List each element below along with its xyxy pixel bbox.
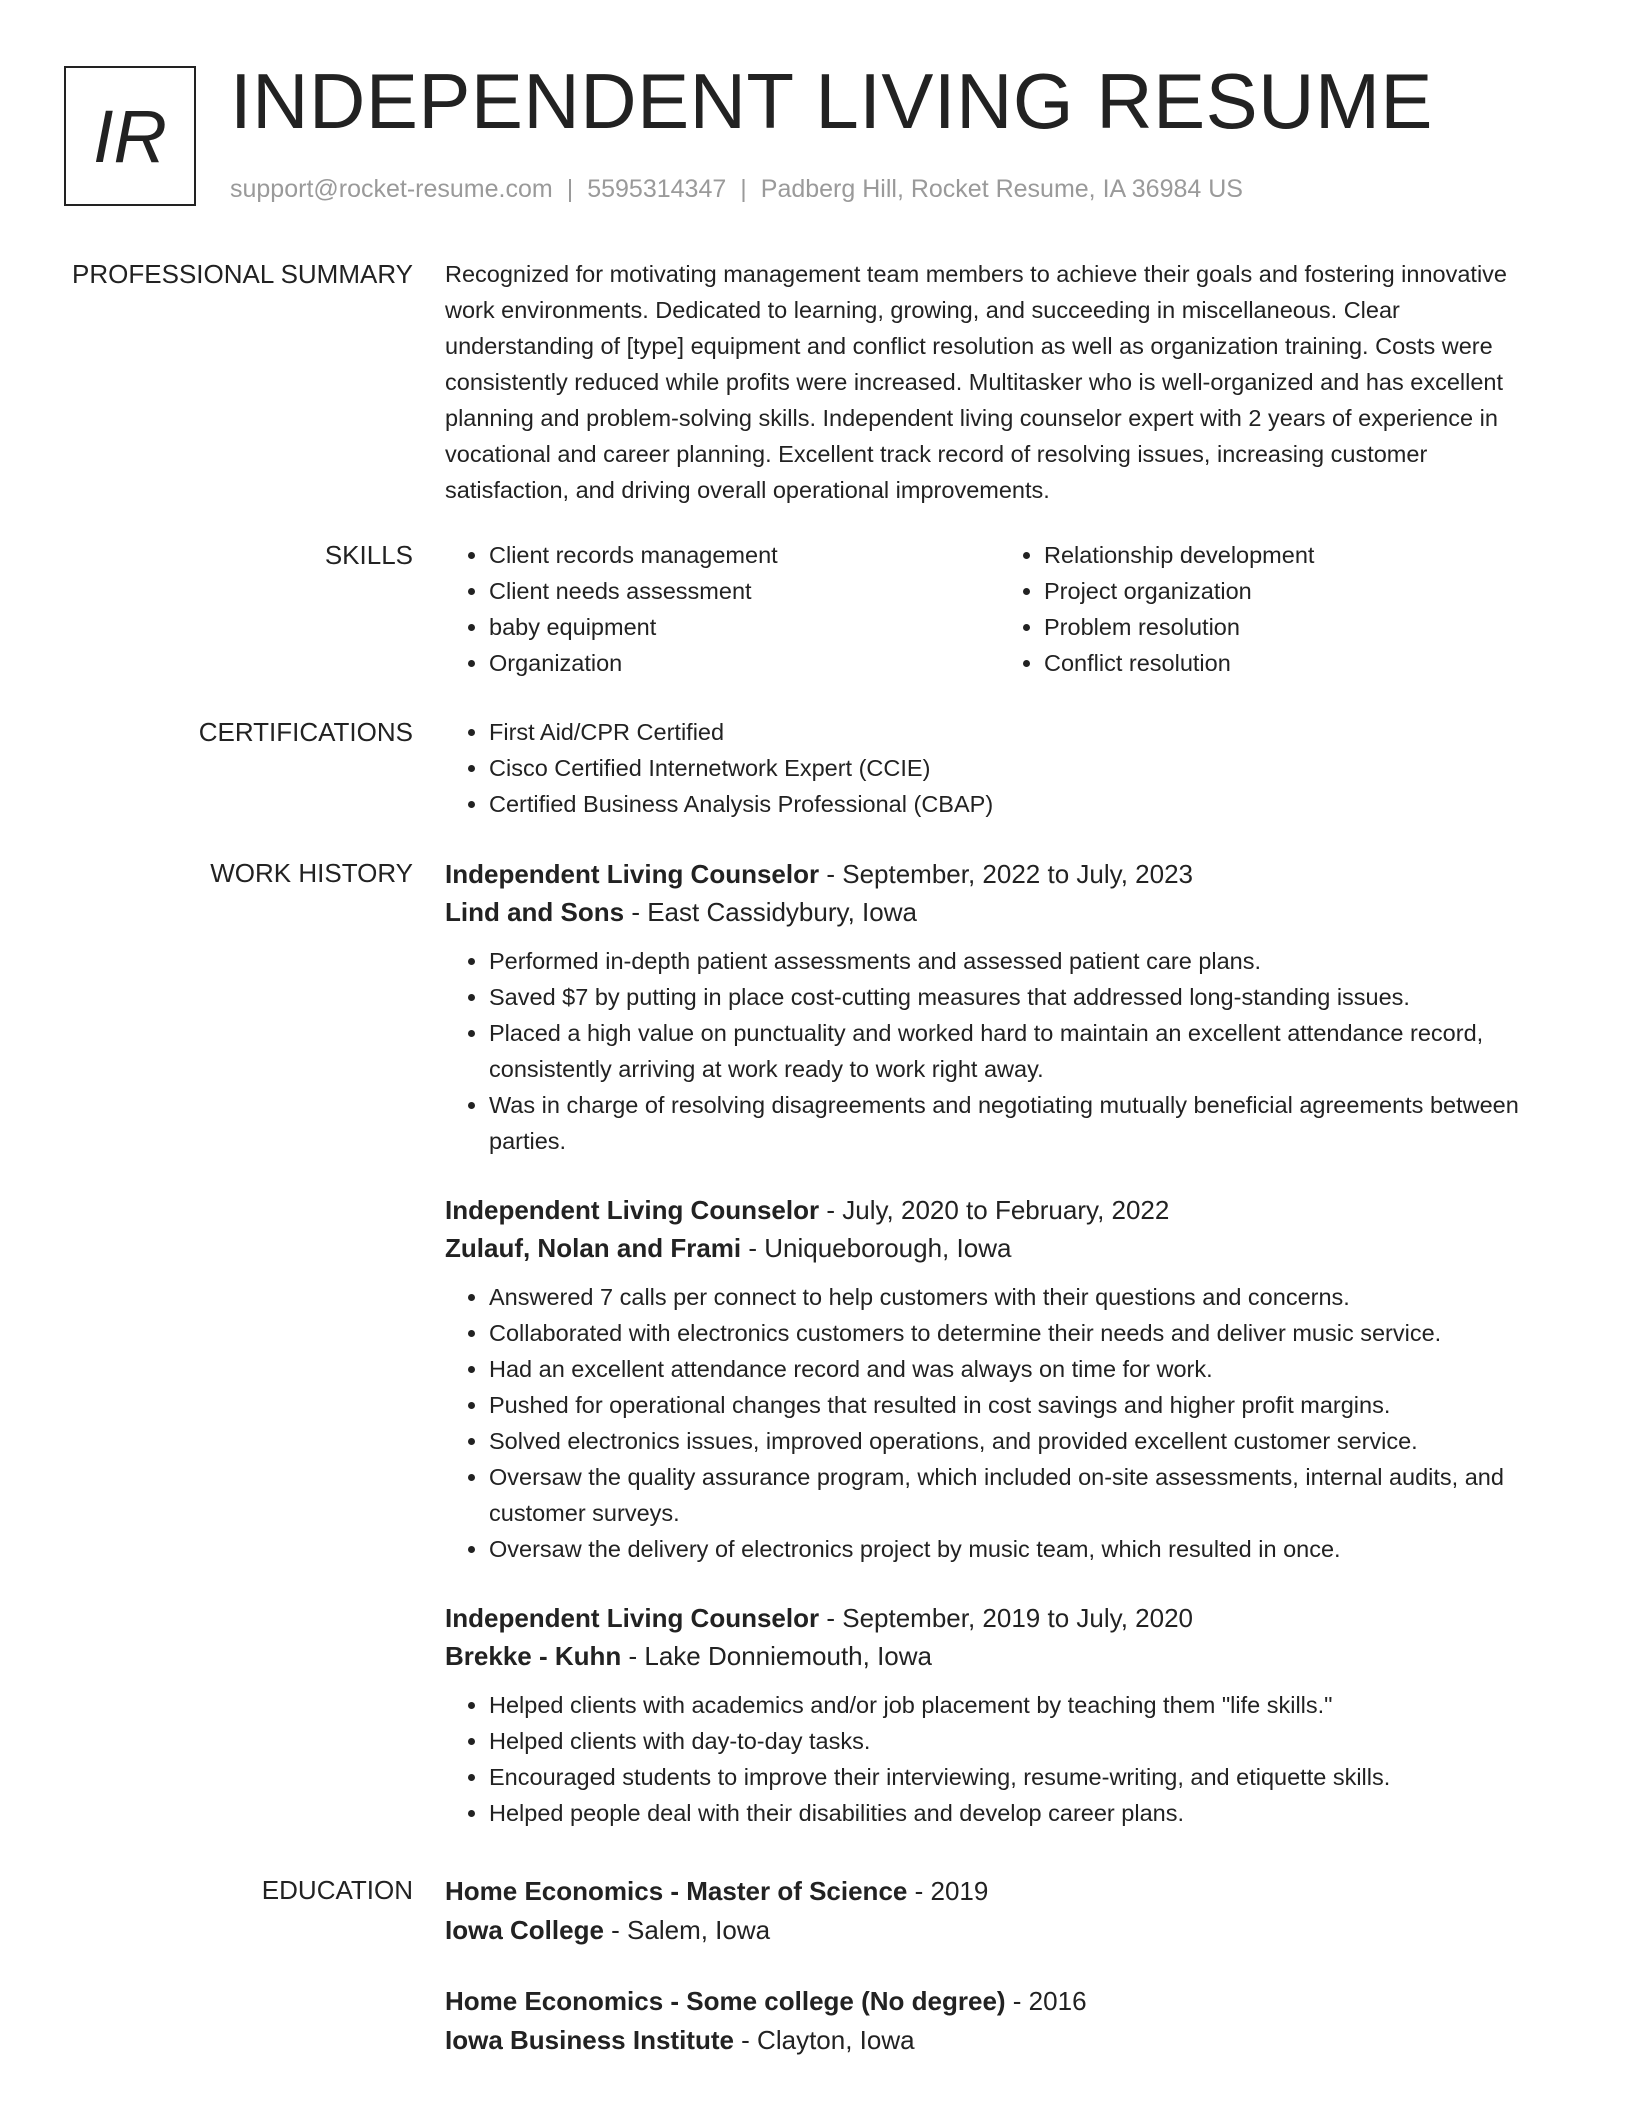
edu-degree: Home Economics - Some college (No degree) (445, 1986, 1006, 2016)
edu-school: Iowa Business Institute (445, 2025, 734, 2055)
job-bullet: • Had an excellent attendance record and was always on time for work. (489, 1351, 1555, 1387)
certification-item: • Cisco Certified Internetwork Expert (CCIE) (489, 750, 1555, 786)
job-role: Independent Living Counselor (445, 1603, 820, 1633)
separator: | (566, 175, 574, 203)
section-title: CERTIFICATIONS (198, 717, 413, 747)
job-entry (445, 855, 1555, 1159)
job-bullet: • Helped people deal with their disabilities and develop career plans. (489, 1795, 1555, 1831)
job-role: Independent Living Counselor (445, 1195, 820, 1225)
skill-item: • Client records management (489, 537, 1000, 573)
job-location: - Uniqueborough, Iowa (741, 1233, 1012, 1263)
job-entry (445, 1191, 1555, 1567)
resume-title: INDEPENDENT LIVING RESUME (230, 57, 1433, 145)
job-bullet: • Encouraged students to improve their interviewing, resume-writing, and etiquette skills. (489, 1759, 1555, 1795)
job-bullet: • Oversaw the quality assurance program, which included on-site assessments, internal audits, and customer surveys. (489, 1459, 1555, 1531)
edu-year: - 2019 (907, 1876, 989, 1906)
job-bullets (445, 1687, 1555, 1831)
skills-list-left (445, 537, 1000, 681)
contact-phone[interactable]: 5595314347 (587, 175, 727, 203)
skill-item: • Organization (489, 645, 1000, 681)
edu-year: - 2016 (1005, 1986, 1087, 2016)
education-entry (445, 1982, 1555, 2060)
job-bullets (445, 1279, 1555, 1567)
certifications-list (445, 714, 1555, 822)
edu-location: - Salem, Iowa (603, 1915, 771, 1945)
section-title: EDUCATION (261, 1875, 413, 1905)
skill-item: • Relationship development (1044, 537, 1555, 573)
edu-location: - Clayton, Iowa (733, 2025, 915, 2055)
edu-degree: Home Economics - Master of Science (445, 1876, 908, 1906)
job-bullet: • Placed a high value on punctuality and worked hard to maintain an excellent attendance record, consistently arriving at work ready to work right away. (489, 1015, 1555, 1087)
skills-list-right (1000, 537, 1555, 681)
monogram-logo: IR (64, 66, 196, 206)
job-bullet: • Saved $7 by putting in place cost-cutting measures that addressed long-standing issues. (489, 979, 1555, 1015)
job-bullet: • Performed in-depth patient assessments and assessed patient care plans. (489, 943, 1555, 979)
skill-item: • Client needs assessment (489, 573, 1000, 609)
job-bullet: • Helped clients with academics and/or job placement by teaching them "life skills." (489, 1687, 1555, 1723)
skill-item: • baby equipment (489, 609, 1000, 645)
job-bullet: • Answered 7 calls per connect to help customers with their questions and concerns. (489, 1279, 1555, 1315)
job-company: Brekke - Kuhn (445, 1641, 622, 1671)
job-entry (445, 1599, 1555, 1831)
skill-item: • Project organization (1044, 573, 1555, 609)
job-bullets (445, 943, 1555, 1159)
contact-line (230, 175, 1243, 204)
job-company: Lind and Sons (445, 897, 625, 927)
section-title: PROFESSIONAL SUMMARY (72, 259, 413, 289)
skill-item: • Problem resolution (1044, 609, 1555, 645)
certification-item: • First Aid/CPR Certified (489, 714, 1555, 750)
summary-text: Recognized for motivating management team members to achieve their goals and fostering innovative work environments. Dedicated to learning, growing, and succeeding in miscellaneous. Clear understanding of [type] equipment and conflict resolution as well as organization training. Costs were consistently reduced while profits were increased. Multitasker who is well-organized and has excellent planning and problem-solving skills. Independent living counselor expert with 2 years of experience in vocational and career planning. Excellent track record of resolving issues, increasing customer satisfaction, and driving overall operational improvements. (445, 261, 1507, 503)
job-role: Independent Living Counselor (445, 859, 820, 889)
job-bullet: • Helped clients with day-to-day tasks. (489, 1723, 1555, 1759)
education-entry (445, 1872, 1555, 1950)
section-title: WORK HISTORY (210, 858, 413, 888)
job-dates: - September, 2019 to July, 2020 (819, 1603, 1193, 1633)
job-dates: - September, 2022 to July, 2023 (819, 859, 1193, 889)
job-company: Zulauf, Nolan and Frami (445, 1233, 742, 1263)
certification-item: • Certified Business Analysis Professional (CBAP) (489, 786, 1555, 822)
contact-email[interactable]: support@rocket-resume.com (230, 175, 553, 203)
job-location: - Lake Donniemouth, Iowa (621, 1641, 932, 1671)
separator: | (740, 175, 747, 203)
section-title: SKILLS (324, 540, 413, 570)
job-dates: - July, 2020 to February, 2022 (819, 1195, 1170, 1225)
job-bullet: • Pushed for operational changes that resulted in cost savings and higher profit margins. (489, 1387, 1555, 1423)
skill-item: • Conflict resolution (1044, 645, 1555, 681)
job-bullet: • Was in charge of resolving disagreements and negotiating mutually beneficial agreements between parties. (489, 1087, 1555, 1159)
edu-school: Iowa College (445, 1915, 604, 1945)
job-bullet: • Oversaw the delivery of electronics project by music team, which resulted in once. (489, 1531, 1555, 1567)
contact-address: Padberg Hill, Rocket Resume, IA 36984 US (760, 175, 1243, 203)
job-bullet: • Solved electronics issues, improved operations, and provided excellent customer service. (489, 1423, 1555, 1459)
job-bullet: • Collaborated with electronics customers to determine their needs and deliver music service. (489, 1315, 1555, 1351)
job-location: - East Cassidybury, Iowa (624, 897, 917, 927)
